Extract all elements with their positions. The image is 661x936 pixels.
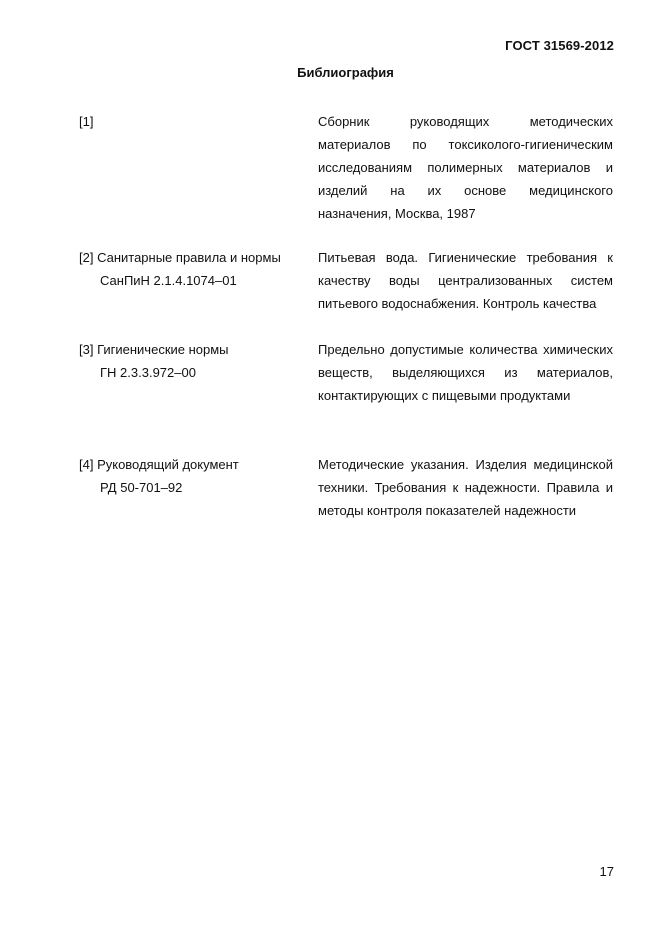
reference-label [79, 453, 304, 499]
reference-line-1: [1] [79, 114, 94, 129]
section-title: Библиография [297, 65, 394, 80]
reference-label [79, 338, 304, 384]
reference-description: Методические указания. Изделия медицинской техники. Требования к надежности. Правила и методы контроля показателей надежности [318, 457, 613, 518]
reference-line-1: [2] Санитарные правила и нормы [79, 250, 281, 265]
reference-line-2: ГН 2.3.3.972–00 [100, 365, 196, 380]
document-code: ГОСТ 31569-2012 [505, 38, 614, 53]
reference-description: Питьевая вода. Гигиенические требования к качеству воды централизованных систем питьевого водоснабжения. Контроль качества [318, 250, 613, 311]
reference-line-1: [4] Руководящий документ [79, 457, 239, 472]
reference-description: Предельно допустимые количества химических веществ, выделяющихся из материалов, контактирующих с пищевыми продуктами [318, 342, 613, 403]
reference-line-2: СанПиН 2.1.4.1074–01 [100, 273, 237, 288]
page-number: 17 [599, 864, 614, 879]
reference-label [79, 110, 304, 133]
reference-label [79, 246, 304, 292]
reference-line-2: РД 50-701–92 [100, 480, 183, 495]
reference-line-1: [3] Гигиенические нормы [79, 342, 229, 357]
reference-description: Сборник руководящих методических материалов по токсиколого-гигиеническим исследованиям полимерных материалов и изделий на их основе медицинского назначения, Москва, 1987 [318, 114, 613, 221]
